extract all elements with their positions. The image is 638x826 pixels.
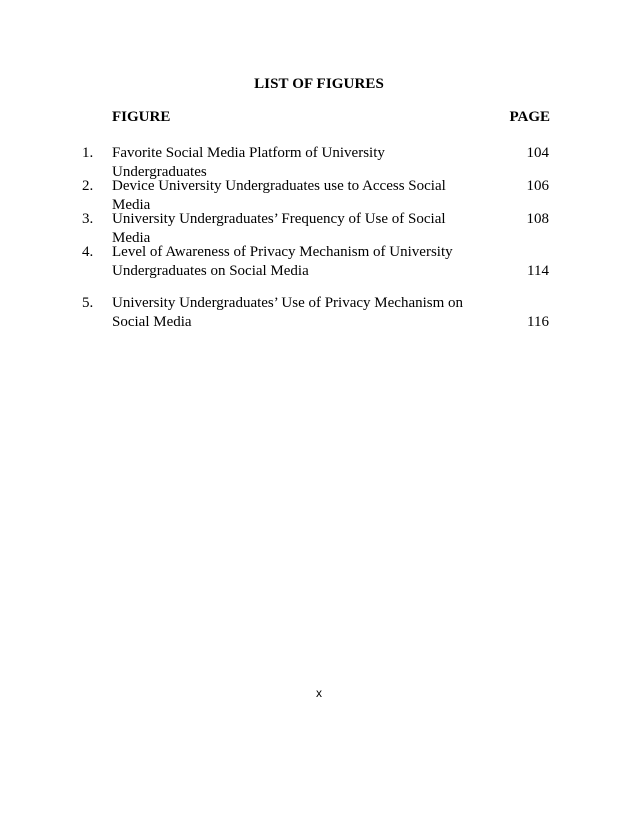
figure-entry-number: 1. [82, 145, 94, 161]
figure-entry-4 [82, 243, 549, 281]
figure-entry-number: 4. [82, 244, 94, 260]
figure-entry-title-line: Device University Undergraduates use to Access Social Media [112, 178, 446, 213]
figure-entry-page: 104 [526, 145, 549, 161]
figure-entry-1 [82, 144, 549, 180]
figure-entry-page: 108 [526, 211, 549, 227]
figure-entry-title [112, 243, 482, 281]
figure-entry-5 [82, 294, 549, 332]
figure-entry-title-line: University Undergraduates’ Frequency of Use of Social Media [112, 211, 446, 246]
figure-entry-3 [82, 210, 549, 246]
figure-entry-title-line: Social Media [112, 314, 192, 330]
figure-entry-number: 3. [82, 211, 94, 227]
figure-entry-page: 114 [527, 263, 549, 279]
figure-entry-number: 2. [82, 178, 94, 194]
page-title: LIST OF FIGURES [254, 76, 384, 92]
figure-entry-title-line: Undergraduates on Social Media [112, 263, 309, 279]
footer-page-number: x [316, 686, 322, 700]
figure-entry-title [112, 294, 482, 332]
figure-entry-number: 5. [82, 295, 94, 311]
figure-entry-title-line: University Undergraduates’ Use of Privacy Mechanism on [112, 295, 464, 311]
page-column-header: PAGE [509, 109, 550, 125]
figure-entry-title-line: Level of Awareness of Privacy Mechanism of University [112, 244, 453, 260]
figure-entry-page: 116 [527, 314, 549, 330]
figure-entry-title-line: Favorite Social Media Platform of University Undergraduates [112, 145, 385, 180]
figure-entry-page: 106 [526, 178, 549, 194]
figure-column-header: FIGURE [112, 109, 171, 125]
figure-entry-2 [82, 177, 549, 213]
